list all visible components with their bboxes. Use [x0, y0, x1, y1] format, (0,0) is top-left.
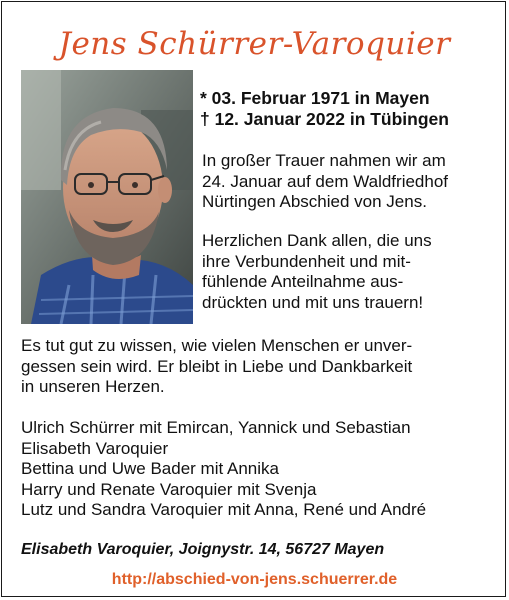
family-member: Lutz und Sandra Varoquier mit Anna, René und André: [21, 500, 427, 519]
paragraph-line: Es tut gut zu wissen, wie vielen Menschen er unver-: [21, 336, 413, 355]
portrait-photo: [21, 70, 193, 324]
paragraph-line: In großer Trauer nahmen wir am: [202, 151, 446, 170]
contact-address: Elisabeth Varoquier, Joignystr. 14, 56727 Mayen: [21, 541, 385, 558]
family-member: Ulrich Schürrer mit Emircan, Yannick und Sebastian: [21, 418, 411, 437]
paragraph-line: gessen sein wird. Er bleibt in Liebe und Dankbarkeit: [21, 356, 413, 376]
paragraph-line: 24. Januar auf dem Waldfriedhof: [202, 171, 449, 191]
obituary-notice: [1, 1, 506, 597]
family-member: Bettina und Uwe Bader mit Annika: [21, 459, 279, 478]
family-member: Elisabeth Varoquier: [21, 438, 169, 458]
remembrance-paragraph: [21, 336, 501, 398]
memorial-website-link[interactable]: http://abschied-von-jens.schuerrer.de: [111, 571, 398, 588]
paragraph-line: Herzlichen Dank allen, die uns: [202, 231, 432, 250]
family-member: Harry und Renate Varoquier mit Svenja: [21, 479, 317, 499]
paragraph-line: drückten und mit uns trauern!: [202, 292, 424, 312]
birth-date: * 03. Februar 1971 in Mayen: [200, 88, 430, 108]
life-dates: [200, 88, 500, 130]
paragraph-line: Nürtingen Abschied von Jens.: [202, 192, 427, 211]
paragraph-line: ihre Verbundenheit und mit-: [202, 251, 411, 271]
family-list: [21, 418, 501, 521]
funeral-paragraph: [202, 151, 502, 213]
paragraph-line: fühlende Anteilnahme aus-: [202, 272, 404, 291]
paragraph-line: in unseren Herzen.: [21, 377, 165, 396]
death-date: † 12. Januar 2022 in Tübingen: [200, 109, 449, 129]
deceased-name-title: Jens Schürrer-Varoquier: [58, 26, 451, 62]
thanks-paragraph: [202, 231, 502, 313]
